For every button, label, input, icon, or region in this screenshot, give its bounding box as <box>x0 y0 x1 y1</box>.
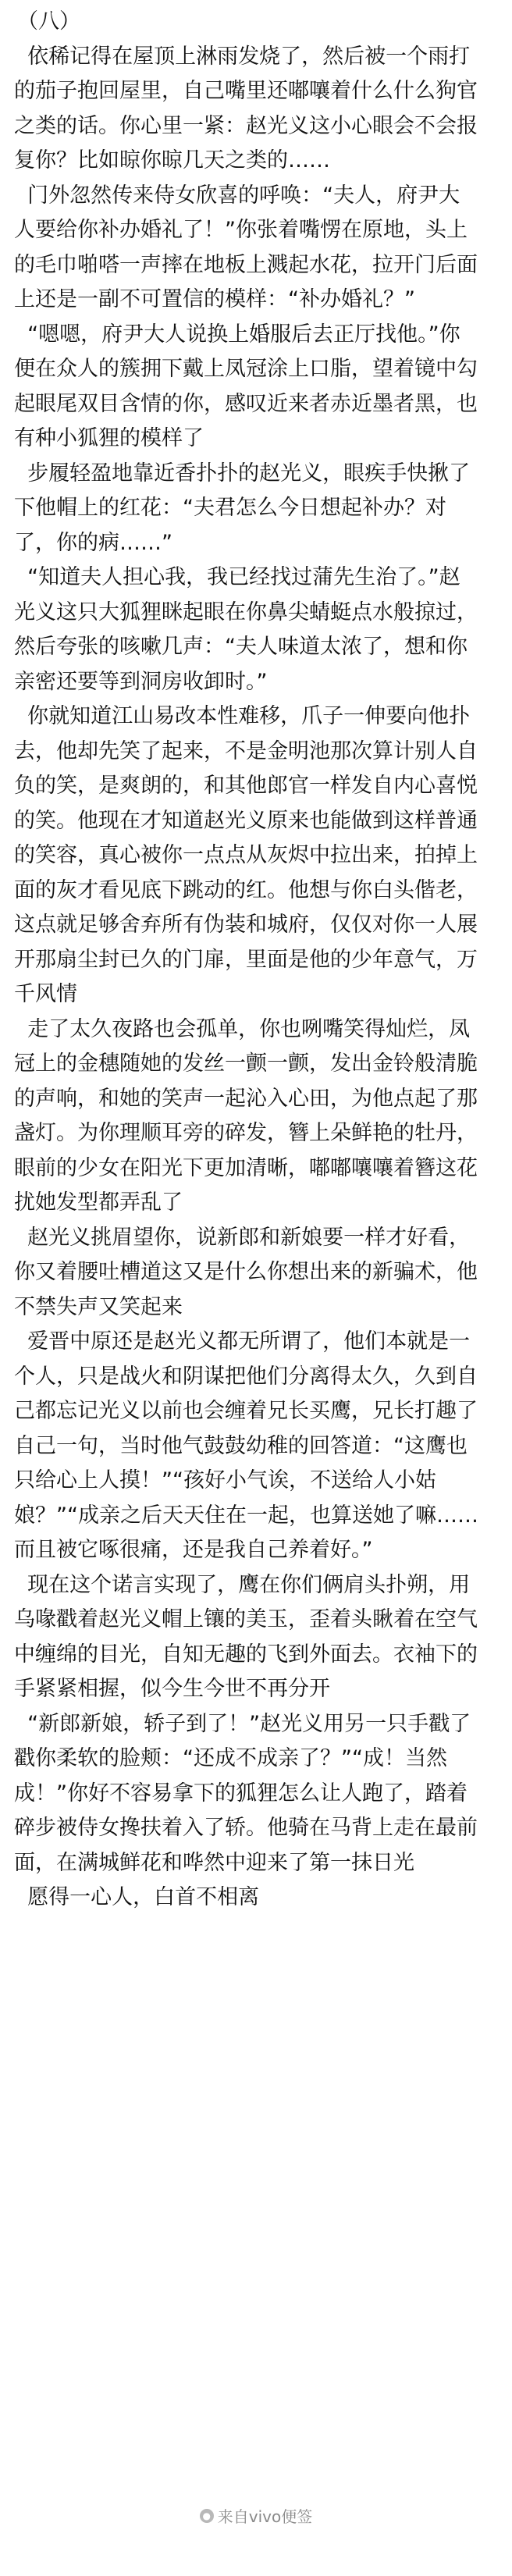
paragraph: “知道夫人担心我，我已经找过蒲先生治了。”赵光义这只大狐狸眯起眼在你鼻尖蜻蜓点水般掠过，然后夸张的咳嗽几声：“夫人味道太浓了，想和你亲密还要等到洞房收卸时。” <box>14 565 478 694</box>
paragraph: 依稀记得在屋顶上淋雨发烧了，然后被一个雨打的茄子抱回屋里，自己嘴里还嘟嚷着什么什么狗官之类的话。你心里一紧：赵光义这小心眼会不会报复你？比如晾你晾几天之类的…… <box>14 44 478 173</box>
paragraph: 赵光义挑眉望你，说新郎和新娘要一样才好看，你又着腰吐槽道这又是什么你想出来的新骗术，他不禁失声又笑起来 <box>14 1225 478 1319</box>
paragraph: 走了太久夜路也会孤单，你也咧嘴笑得灿烂，凤冠上的金穗随她的发丝一颤一颤，发出金铃般清脆的声响，和她的笑声一起沁入心田，为他点起了那盏灯。为你理顺耳旁的碎发，簪上朵鲜艳的牡丹，眼前的少女在阳光下更加清晰，嘟嘟嚷嚷着簪这花扰她发型都弄乱了 <box>14 1016 478 1215</box>
paragraph: 现在这个诺言实现了，鹰在你们俩肩头扑朔，用乌喙戳着赵光义帽上镶的美玉，歪着头瞅着在空气中缠绵的目光，自知无趣的飞到外面去。衣袖下的手紧紧相握，似今生今世不再分开 <box>14 1572 478 1701</box>
paragraph: 门外忽然传来侍女欣喜的呼唤：“夫人，府尹大人要给你补办婚礼了！”你张着嘴愣在原地，头上的毛巾啪嗒一声摔在地板上溅起水花，拉开门后面上还是一副不可置信的模样：“补办婚礼？” <box>14 183 478 311</box>
note-content <box>14 5 481 1916</box>
source-label: 来自vivo便签 <box>217 2507 313 2526</box>
source-footer <box>0 2504 512 2527</box>
paragraph: “新郎新娘，轿子到了！”赵光义用另一只手戳了戳你柔软的脸颊：“还成不成亲了？”“成！当然成！”你好不容易拿下的狐狸怎么让人跑了，踏着碎步被侍女搀扶着入了轿。他骑在马背上走在最前面，在满城鲜花和哗然中迎来了第一抹日光 <box>14 1711 478 1875</box>
paragraph: 愿得一心人，白首不相离 <box>14 1885 260 1909</box>
paragraph: 步履轻盈地靠近香扑扑的赵光义，眼疾手快揪了下他帽上的红花：“夫君怎么今日想起补办？对了，你的病……” <box>14 461 471 555</box>
paragraph: “嗯嗯，府尹大人说换上婚服后去正厅找他。”你便在众人的簇拥下戴上凤冠涂上口脂，望着镜中勾起眼尾双目含情的你，感叹近来者赤近墨者黑，也有种小狐狸的模样了 <box>14 322 478 450</box>
vivo-icon: ● <box>200 2509 214 2523</box>
paragraph: 你就知道江山易改本性难移，爪子一伸要向他扑去，他却先笑了起来，不是金明池那次算计别人自负的笑，是爽朗的，和其他郎官一样发自内心喜悦的笑。他现在才知道赵光义原来也能做到这样普通的笑容，真心被你一点点从灰烬中拉出来，拍掉上面的灰才看见底下跳动的红。他想与你白头偕老，这点就足够舍弃所有伪装和城府，仅仅对你一人展开那扇尘封已久的门扉，里面是他的少年意气，万千风情 <box>14 704 478 1006</box>
paragraph: 爱晋中原还是赵光义都无所谓了，他们本就是一个人，只是战火和阴谋把他们分离得太久，久到自己都忘记光义以前也会缠着兄长买鹰，兄长打趣了自己一句，当时他气鼓鼓幼稚的回答道：“这鹰也只给心上人摸！”“孩好小气诶，不送给人小姑娘？”“成亲之后天天住在一起，也算送她了嘛……而且被它啄很痛，还是我自己养着好。” <box>14 1329 478 1562</box>
chapter-heading: （八） <box>17 9 80 34</box>
